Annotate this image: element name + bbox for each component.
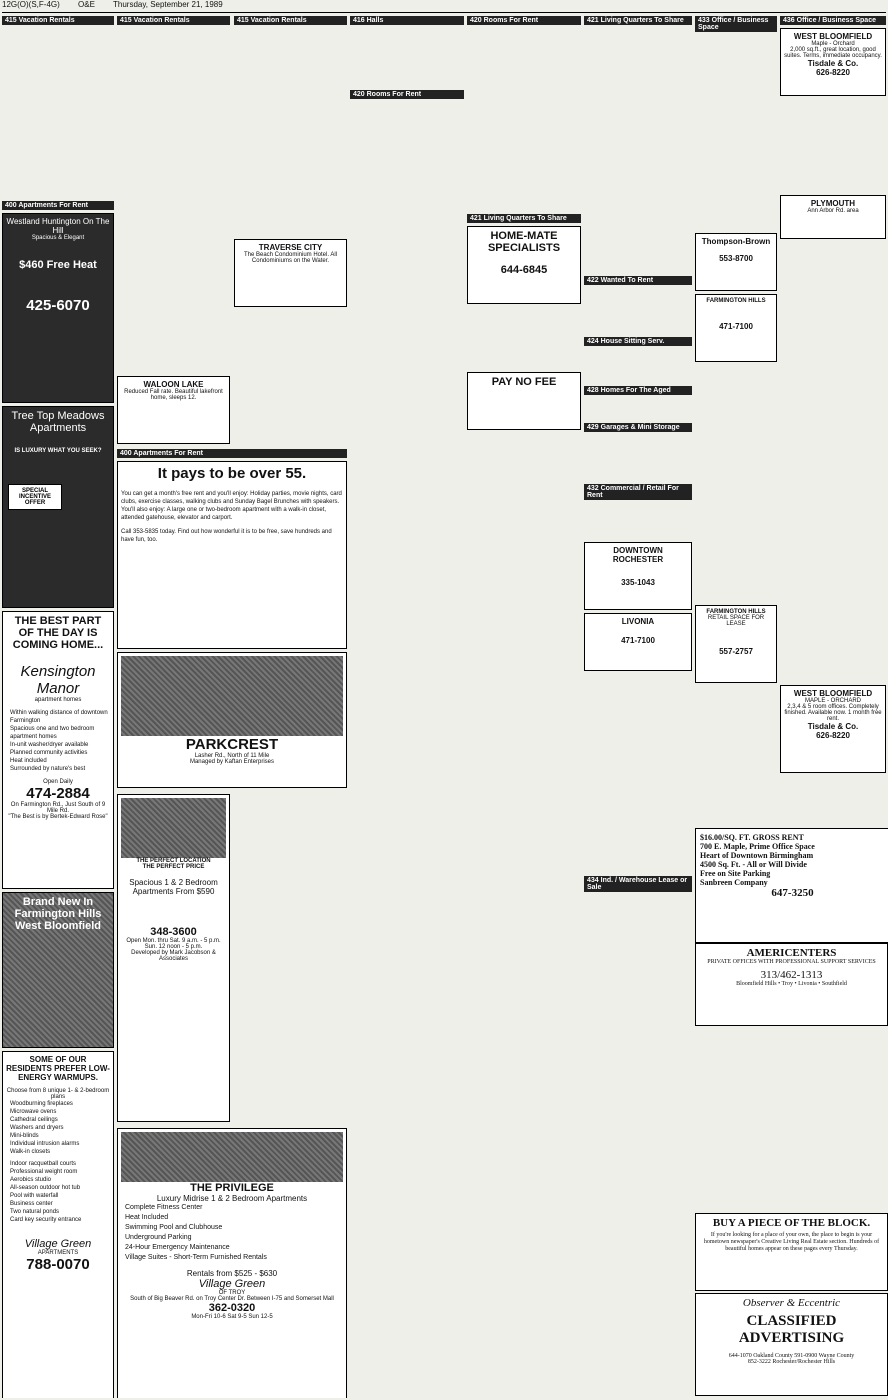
section-name: O&E — [78, 0, 95, 9]
listings — [234, 310, 347, 372]
ad-title: Westland Huntington On The Hill — [6, 217, 110, 236]
resort-item: Aerobics studio — [10, 1177, 52, 1184]
ad-hours-2: Sun. 12 noon - 5 p.m. — [144, 943, 203, 950]
badge-text: SPECIAL INCENTIVE OFFER — [18, 488, 51, 507]
ad-village-green — [2, 1051, 114, 1398]
ad-privilege — [117, 1128, 347, 1399]
resort-item: Two natural ponds — [10, 1209, 60, 1216]
ad-thompson-brown — [695, 233, 777, 291]
ad-item: $16.00/SQ. FT. GROSS RENT — [700, 833, 804, 842]
column-8 — [780, 14, 886, 1398]
paper-rochester: 852-3222 Rochester/Rochester Hills — [747, 1359, 836, 1365]
resort-item: Pool with waterfall — [10, 1193, 59, 1200]
ad-plymouth — [780, 195, 886, 239]
feature-item: Underground Parking — [125, 1233, 192, 1241]
listings — [584, 286, 692, 336]
building-photo — [121, 656, 343, 736]
page-number: 12G(O)(S,F-4G) — [2, 0, 60, 9]
ad-agent: Tisdale & Co. — [807, 721, 859, 731]
listings — [350, 26, 464, 88]
ad-text: Reduced Fall rate. Beautiful lakefront home, sleeps 12. — [124, 388, 223, 401]
listings — [584, 396, 692, 421]
ad-sub: THE PERFECT PRICE — [142, 863, 205, 870]
feature-item: Heat Included — [125, 1213, 169, 1221]
building-photo — [121, 798, 226, 858]
ad-title: PAY NO FEE — [491, 375, 557, 388]
ad-title: WEST BLOOMFIELD — [793, 32, 873, 41]
ad-location: On Farmington Rd., Just South of 9 Mile Rd. — [10, 802, 106, 815]
category-header: 432 Commercial / Retail For Rent — [584, 484, 692, 500]
issue-date: Thursday, September 21, 1989 — [113, 0, 223, 9]
feature-item: Heat included — [10, 758, 47, 765]
ad-sub: Spacious & Elegant — [31, 235, 85, 242]
ad-phone: 553-8700 — [719, 254, 753, 263]
paper-phones: 644-1070 Oakland County 591-0900 Wayne County — [728, 1353, 855, 1359]
logo-photo — [121, 1132, 343, 1182]
category-header: 434 Ind. / Warehouse Lease or Sale — [584, 876, 692, 892]
ad-title: WALOON LAKE — [143, 379, 204, 389]
column-2-3 — [117, 14, 347, 1398]
ad-item: Heart of Downtown Birmingham — [700, 851, 814, 860]
ad-name: Village Green — [24, 1238, 92, 1251]
ad-phone: 362-0320 — [208, 1301, 256, 1314]
category-header: 436 Office / Business Space — [780, 16, 886, 25]
amenity-item: Walk-in closets — [10, 1149, 51, 1156]
category-header: 400 Apartments For Rent — [2, 201, 114, 210]
ad-phone: 626-8220 — [816, 730, 850, 740]
ad-phone: 644-6845 — [500, 263, 548, 276]
ad-west-bloomfield-1 — [780, 28, 886, 96]
ad-item: Free on Site Parking — [700, 869, 771, 878]
ad-sub: PRIVATE OFFICES WITH PROFESSIONAL SUPPORT SERVICES — [707, 959, 876, 965]
top-listings — [117, 14, 347, 447]
ad-huntington — [2, 213, 114, 403]
feature-list — [121, 1203, 343, 1263]
ad-location: Lasher Rd., North of 11 Mile — [194, 752, 270, 759]
resort-list — [6, 1160, 110, 1224]
category-header: 415 Vacation Rentals — [117, 16, 230, 25]
ad-phone: 788-0070 — [26, 1256, 90, 1274]
listings — [234, 791, 347, 1111]
ad-pay-no-fee — [467, 372, 581, 430]
ad-developer: Developed by Mark Jacobson & Associates — [131, 949, 216, 962]
ad-title: THE PRIVILEGE — [190, 1181, 274, 1194]
category-header: 421 Living Quarters To Share — [584, 16, 692, 25]
listings — [467, 433, 581, 1399]
ad-sub: apartment homes — [34, 697, 82, 704]
ad-phone: 471-7100 — [719, 322, 753, 331]
resort-item: Card key security entrance — [10, 1217, 82, 1224]
ad-waloon — [117, 376, 230, 444]
ad-phone: 313/462-1313 — [760, 969, 823, 981]
ad-buy-block — [695, 1213, 888, 1291]
feature-item: 24-Hour Emergency Maintenance — [125, 1243, 230, 1251]
category-header: 400 Apartments For Rent — [117, 449, 347, 458]
resort-item: Professional weight room — [10, 1169, 78, 1176]
ad-body: If you're looking for a place of your own, the place to begin is your hometown newspaper's Creative Living Real Estate section. Hundreds of beautiful homes appear on these pages every Thursday. — [703, 1232, 880, 1252]
feature-item: In-unit washer/dryer available — [10, 742, 89, 749]
category-header: 433 Office / Business Space — [695, 16, 777, 32]
ad-homemate — [467, 226, 581, 304]
listings — [584, 26, 692, 274]
category-header: 428 Homes For The Aged — [584, 386, 692, 395]
resort-item: Indoor racquetball courts — [10, 1161, 77, 1168]
ad-tagline: "The Best is by Bertek-Edward Rose" — [8, 814, 108, 821]
listings — [584, 433, 692, 483]
category-header: 424 House Sitting Serv. — [584, 337, 692, 346]
sub-column — [234, 791, 347, 1125]
ad-text: 2,000 sq.ft., great location, good suites. Terms, immediate occupancy. — [784, 47, 882, 59]
ad-phone: 335-1043 — [621, 577, 655, 587]
ad-farmington-hills — [695, 294, 777, 362]
ad-americenters — [695, 943, 888, 1026]
category-header: 429 Garages & Mini Storage — [584, 423, 692, 432]
ad-title: FARMINGTON HILLS — [706, 609, 766, 615]
ad-name: PARKCREST — [185, 735, 279, 753]
listings — [467, 26, 581, 212]
ad-phone: 557-2757 — [719, 647, 753, 656]
column-6 — [584, 14, 692, 1398]
amenity-item: Individual intrusion alarms — [10, 1141, 80, 1148]
listings — [584, 501, 692, 538]
ad-text: The Beach Condominium Hotel. All Condominiums on the Water. — [243, 252, 338, 265]
ad-locations: Bloomfield Hills • Troy • Livonia • Southfield — [736, 981, 847, 987]
ad-cta: Call 353-5835 today. Find out how wonderful it is to be free, save hundreds and have fun, too. — [121, 528, 332, 543]
ad-phone: 626-8220 — [816, 68, 850, 77]
amenity-item: Cathedral ceilings — [10, 1117, 58, 1124]
listings — [2, 26, 114, 199]
ad-title: TRAVERSE CITY — [258, 243, 323, 253]
ad-title: Brand New In Farmington Hills West Bloomfield — [14, 896, 102, 933]
listings — [584, 674, 692, 874]
ad-open: Open Daily — [43, 779, 73, 786]
ad-offer: $460 Free Heat — [19, 259, 97, 272]
ad-perfect-location — [117, 794, 230, 1122]
listings — [584, 893, 692, 1043]
masthead — [2, 0, 886, 13]
category-header: 416 Halls — [350, 16, 464, 25]
ad-headline: SOME OF OUR RESIDENTS PREFER LOW-ENERGY WARMUPS. — [6, 1055, 110, 1083]
category-header: 415 Vacation Rentals — [234, 16, 347, 25]
ad-location: South of Big Beaver Rd. on Troy Center Dr. Between I-75 and Somerset Mall — [130, 1295, 334, 1302]
column-5 — [467, 14, 581, 1398]
ad-brand-new — [2, 892, 114, 1048]
amenity-item: Microwave ovens — [10, 1109, 57, 1116]
thompson-brown-stack — [695, 230, 777, 590]
ad-name: AMERICENTERS — [746, 947, 837, 959]
ad-livonia — [584, 613, 692, 671]
feature-item: Swimming Pool and Clubhouse — [125, 1223, 223, 1231]
listings — [780, 242, 886, 682]
listings — [780, 99, 886, 192]
ad-title: HOME-MATE SPECIALISTS — [487, 229, 561, 254]
ad-hours: Mon-Fri 10-6 Sat 9-5 Sun 12-5 — [191, 1313, 273, 1320]
ad-body: You can get a month's free rent and you'll enjoy: Holiday parties, movie nights, card clubs, exercise classes, walking clubs and Sunday Bagel Brunches with speakers. You'll also enjoy: A large one or two-bedroom apartment with a walk-in closet, attended gatehouse, elevator and carport. — [121, 490, 342, 521]
ad-phone: 425-6070 — [26, 297, 90, 315]
ad-observer-eccentric — [695, 1293, 888, 1396]
ad-title: THE PERFECT LOCATION — [136, 857, 211, 864]
ad-name: Thompson-Brown — [701, 237, 771, 246]
column-1 — [2, 14, 114, 1398]
ad-sanbreen — [695, 828, 888, 943]
feature-item: Within walking distance of downtown Farmington — [10, 710, 108, 725]
ad-headline: BUY A PIECE OF THE BLOCK. — [712, 1217, 871, 1229]
listings — [234, 26, 347, 236]
ad-downtown-rochester — [584, 542, 692, 610]
special-offer-badge — [8, 484, 62, 510]
paper-name: Observer & Eccentric — [742, 1297, 841, 1309]
ad-phone: 471-7100 — [621, 635, 655, 645]
amenity-list — [6, 1100, 110, 1156]
ad-farmington-hills-retail — [695, 605, 777, 683]
ad-title: LIVONIA — [621, 616, 655, 626]
feature-item: Surrounded by nature's best — [10, 766, 86, 773]
ad-item: Sanbreen Company — [700, 878, 768, 887]
lower-section — [117, 791, 347, 1125]
feature-list — [6, 709, 110, 773]
feature-item: Planned community activities — [10, 750, 88, 757]
paper-title: CLASSIFIED ADVERTISING — [738, 1313, 845, 1346]
sub-column — [117, 791, 230, 1125]
amenity-item: Mini-blinds — [10, 1133, 39, 1140]
ad-traverse — [234, 239, 347, 307]
column-4 — [350, 14, 464, 1398]
feature-item: Village Suites - Short-Term Furnished Rentals — [125, 1253, 267, 1261]
amenity-item: Washers and dryers — [10, 1125, 64, 1132]
listings — [584, 347, 692, 384]
ad-title: DOWNTOWN ROCHESTER — [612, 545, 664, 564]
resort-item: All-season outdoor hot tub — [10, 1185, 81, 1192]
ad-sub: Choose from 8 unique 1- & 2-bedroom plans — [6, 1088, 110, 1101]
sub-column — [117, 14, 230, 447]
category-header: 415 Vacation Rentals — [2, 16, 114, 25]
ad-kensington — [2, 611, 114, 889]
ad-sub: Ann Arbor Rd. area — [807, 207, 859, 214]
listings — [350, 100, 464, 1380]
ad-title: PLYMOUTH — [810, 198, 856, 208]
ad-name: Village Green — [198, 1277, 266, 1290]
ad-price: Rentals from $525 - $630 — [186, 1268, 278, 1278]
feature-item: Complete Fitness Center — [125, 1203, 203, 1211]
ad-phone: 474-2884 — [26, 785, 90, 803]
ad-sub: Maple - Orchard — [811, 41, 855, 47]
ad-treetop — [2, 406, 114, 608]
category-header: 420 Rooms For Rent — [467, 16, 581, 25]
ad-parkcrest — [117, 652, 347, 788]
ad-offer: Spacious 1 & 2 Bedroom Apartments From $590 — [129, 877, 218, 896]
ad-phone: 348-3600 — [150, 925, 197, 938]
ad-hours: Open Mon. thru Sat. 9 a.m. - 5 p.m. — [126, 937, 221, 944]
ad-west-bloomfield-2 — [780, 685, 886, 773]
ad-title: FARMINGTON HILLS — [706, 298, 766, 304]
ad-item: 4500 Sq. Ft. - All or Will Divide — [700, 860, 807, 869]
ad-sub: MAPLE - ORCHARD — [804, 697, 861, 704]
column-7 — [695, 14, 777, 1398]
ad-headline: THE BEST PART OF THE DAY IS COMING HOME... — [12, 615, 104, 652]
ad-item: 700 E. Maple, Prime Office Space — [700, 842, 815, 851]
resort-item: Business center — [10, 1201, 53, 1208]
ad-apartments: APARTMENTS — [37, 1250, 79, 1257]
ad-title: WEST BLOOMFIELD — [793, 688, 873, 698]
category-header: 421 Living Quarters To Share — [467, 214, 581, 223]
category-header: 420 Rooms For Rent — [350, 90, 464, 99]
ad-name: Kensington Manor — [20, 663, 96, 698]
ad-headline: It pays to be over 55. — [157, 464, 307, 482]
listings — [117, 26, 230, 373]
ad-sub: Luxury Midrise 1 & 2 Bedroom Apartments — [156, 1193, 308, 1203]
ad-managed: Managed by Kaftan Enterprises — [189, 758, 275, 765]
ad-agent: Tisdale & Co. — [807, 59, 859, 68]
ad-phone: 647-3250 — [771, 887, 814, 899]
ad-text: 2,3,4 & 5 room offices. Completely finished. Available now. 1 month free rent. — [784, 703, 882, 722]
amenity-item: Woodburning fireplaces — [10, 1101, 73, 1108]
listings — [467, 307, 581, 369]
ad-tag: IS LUXURY WHAT YOU SEEK? — [14, 448, 102, 455]
ad-of: OF TROY — [218, 1289, 246, 1296]
feature-item: Spacious one and two bedroom apartment homes — [10, 726, 95, 741]
ad-title: Tree Top Meadows Apartments — [11, 410, 105, 435]
ad-sub: RETAIL SPACE FOR LEASE — [707, 615, 765, 627]
ad-over-55 — [117, 461, 347, 649]
sub-column — [234, 14, 347, 447]
category-header: 422 Wanted To Rent — [584, 276, 692, 285]
